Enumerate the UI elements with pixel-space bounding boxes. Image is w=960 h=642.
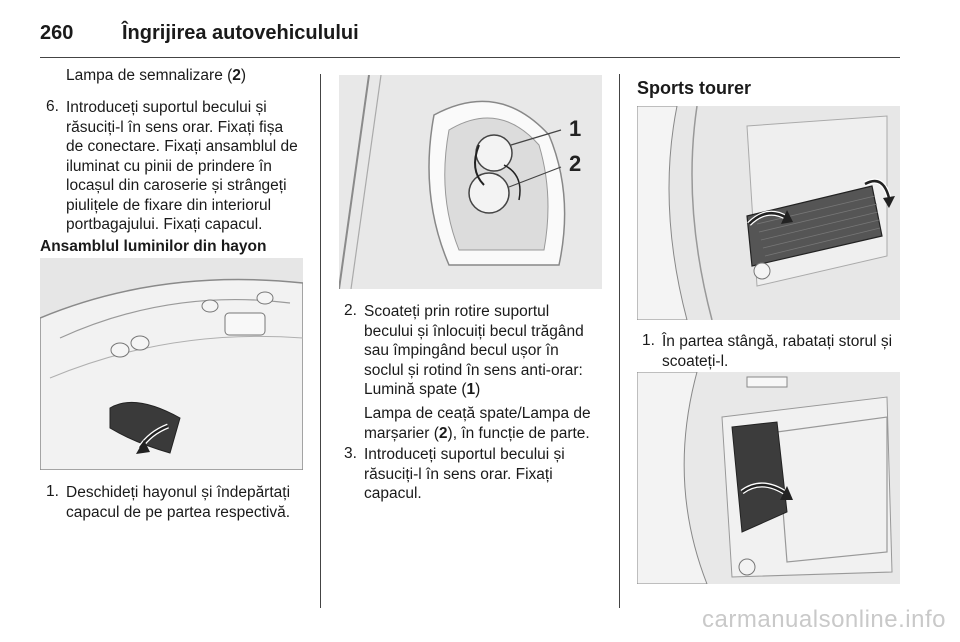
light-rear-text: Lumină spate ( — [364, 381, 467, 398]
section-heading-sports-tourer: Sports tourer — [637, 78, 752, 98]
text-line: Introduceți suportul becului și — [66, 99, 267, 116]
continuation-end: ) — [240, 67, 247, 84]
step-3-number: 3. — [344, 445, 357, 462]
page-number: 260 — [40, 22, 74, 44]
step-1-sports-text — [662, 332, 907, 371]
text-line: sau împingând becul ușor în — [364, 342, 559, 359]
callout-1: 1 — [569, 116, 582, 141]
continuation-ref: 2 — [232, 67, 241, 84]
trunk-side-panel-illustration — [637, 106, 900, 320]
text-line: de conectare. Fixați ansamblul de — [66, 138, 298, 155]
text-line: Lampa de ceață spate/Lampa de — [364, 405, 591, 422]
text-line: capacul de pe partea respectivă. — [66, 503, 291, 521]
trunk-cover-removal-illustration — [637, 372, 900, 584]
text-line: răsuciți-l în sens orar. Fixați — [364, 465, 553, 483]
header-divider — [40, 57, 900, 58]
light-rear-line — [364, 380, 480, 400]
continuation-line — [66, 66, 246, 86]
text-line — [364, 424, 614, 444]
step-1-text — [66, 483, 316, 522]
text-line: soclul și rotind în sens anti-orar: — [364, 361, 583, 379]
text-line: Introduceți suportul becului și — [364, 446, 565, 463]
fog-reverse-line — [364, 404, 614, 443]
step-3-text — [364, 445, 614, 504]
section-heading-tailgate: Ansamblul luminilor din hayon — [40, 238, 267, 255]
continuation-text: Lampa de semnalizare ( — [66, 67, 233, 84]
text-line: portbagajului. Fixați capacul. — [66, 216, 263, 233]
light-rear-ref: 1 — [466, 381, 476, 398]
watermark: carmanualsonline.info — [702, 606, 946, 633]
step-1-sports-number: 1. — [642, 332, 655, 349]
light-rear-end: ) — [475, 381, 481, 398]
fog-reverse-text: marșarier ( — [364, 424, 439, 442]
fog-reverse-end: ), în funcție de parte. — [447, 424, 590, 442]
step-1-number: 1. — [46, 483, 59, 500]
text-line: iluminat cu pinii de prindere în — [66, 157, 272, 175]
text-line: capacul. — [364, 485, 422, 502]
text-line: Deschideți hayonul și îndepărtați — [66, 484, 291, 501]
text-line: În partea stângă, rabatați storul și — [662, 333, 893, 350]
step-2-number: 2. — [344, 302, 357, 319]
fog-reverse-ref: 2 — [438, 424, 448, 442]
text-line: scoateți-l. — [662, 352, 729, 370]
text-line: Scoateți prin rotire suportul — [364, 303, 550, 320]
text-line: piulițele de fixare din interiorul — [66, 196, 272, 214]
text-line: răsuciți-l în sens orar. Fixați fișa — [66, 118, 284, 136]
step-6-number: 6. — [46, 98, 59, 115]
column-divider-left — [320, 74, 321, 608]
column-divider-right — [619, 74, 620, 608]
step-2-text — [364, 302, 614, 380]
callout-2: 2 — [569, 151, 582, 176]
bulb-holder-illustration — [339, 75, 602, 289]
page-header — [40, 16, 900, 56]
page-title: Îngrijirea autovehiculului — [122, 22, 359, 44]
step-6-text — [66, 98, 316, 235]
text-line: becului și înlocuiți becul trăgând — [364, 322, 584, 340]
text-line: locașul din caroserie și strângeți — [66, 177, 287, 194]
tailgate-illustration — [40, 258, 303, 470]
